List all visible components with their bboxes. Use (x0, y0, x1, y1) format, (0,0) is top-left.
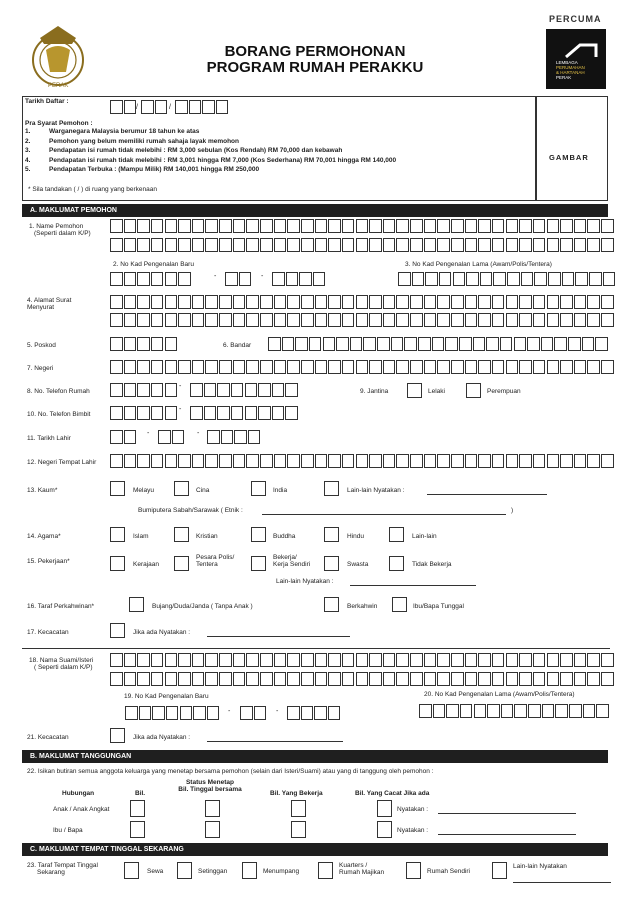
field-16-label: 16. Taraf Perkahwinan* (27, 603, 95, 610)
logo-line-3: & HARTANAH (556, 70, 585, 75)
poskod-boxes[interactable] (110, 337, 178, 351)
negeri-boxes[interactable] (110, 360, 615, 374)
ic-lama-pasangan[interactable] (419, 704, 610, 718)
tarikh-day-boxes[interactable] (110, 100, 137, 114)
field-13-label: 13. Kaum* (27, 487, 58, 494)
ic-lama-boxes[interactable] (398, 272, 616, 286)
crest-label: PERAK (48, 83, 69, 89)
question-23: 23. Taraf Tempat Tinggal Sekarang (27, 862, 98, 877)
anak-tinggal-box[interactable] (205, 800, 220, 817)
cina-label: Cina (196, 487, 210, 494)
islam-checkbox[interactable] (110, 527, 125, 542)
tarikh-year-boxes[interactable] (175, 100, 230, 114)
row-ibubapa: Ibu / Bapa (53, 827, 83, 834)
question-22: 22. Isikan butiran semua anggota keluarga yang menetap bersama pemohon (selain dari Isteri/Suami) atau yang di tanggung oleh pemohon : (27, 768, 434, 775)
tarikh-daftar-label: Tarikh Daftar : (25, 98, 69, 105)
negeri-lahir-boxes[interactable] (110, 454, 615, 468)
ibubapa-cacat-box[interactable] (377, 821, 392, 838)
col-bil: Bil. (135, 790, 146, 797)
perempuan-label: Perempuan (487, 388, 521, 395)
col-status: Status Menetap Bil. Tinggal bersama (178, 779, 242, 794)
menumpang-label: Menumpang (263, 868, 300, 875)
kuarters-label: Kuarters / Rumah Majikan (339, 862, 385, 877)
field-15-label: 15. Pekerjaan* (27, 558, 70, 565)
field-2-label: 2. No Kad Pengenalan Baru (113, 261, 194, 268)
lain-kaum-line[interactable] (427, 494, 547, 495)
ic-pasangan-c[interactable] (287, 706, 342, 720)
lain-pekerjaan-line[interactable] (350, 585, 476, 586)
kecacatan-pasangan-line[interactable] (207, 741, 343, 742)
tidak-bekerja-label: Tidak Bekerja (412, 561, 452, 568)
logo-line-1: LEMBAGA (556, 60, 578, 65)
lain-tinggal-checkbox[interactable] (492, 862, 507, 879)
setinggan-checkbox[interactable] (177, 862, 192, 879)
tel-bimbit-a[interactable] (110, 406, 178, 420)
col-cacat: Bil. Yang Cacat Jika ada (355, 790, 430, 797)
ic-pasangan-b[interactable] (240, 706, 267, 720)
photo-label: GAMBAR (549, 153, 589, 162)
kerajaan-label: Kerajaan (133, 561, 160, 568)
pasangan-dash-2: - (276, 708, 279, 715)
form-title-line1: BORANG PERMOHONAN (224, 43, 406, 60)
bimbit-dash: - (179, 406, 182, 413)
anak-bekerja-box[interactable] (291, 800, 306, 817)
anak-bil-box[interactable] (130, 800, 145, 817)
bekerja-sendiri-checkbox[interactable] (251, 556, 266, 571)
lelaki-label: Lelaki (428, 388, 445, 395)
etnik-close: ) (511, 507, 514, 514)
anak-cacat-box[interactable] (377, 800, 392, 817)
lahir-dash-1: - (147, 430, 150, 437)
field-4-label: 4. Alamat Surat Menyurat (27, 297, 72, 312)
ic-baru-c[interactable] (272, 272, 327, 286)
row-anak: Anak / Anak Angkat (53, 806, 110, 813)
lahir-month[interactable] (158, 430, 185, 444)
field-7-label: 7. Negeri (27, 365, 54, 372)
lelaki-checkbox[interactable] (407, 383, 422, 398)
field-17-label: 17. Kecacatan (27, 629, 69, 636)
col-hubungan: Hubungan (62, 790, 95, 797)
section-divider (22, 648, 610, 649)
ibubapa-tunggal-checkbox[interactable] (392, 597, 407, 612)
nama-pasangan-row2[interactable] (110, 672, 615, 686)
field-10-label: 10. No. Telefon Bimbit (27, 411, 91, 418)
kecacatan-nyatakan-label: Jika ada Nyatakan : (133, 629, 191, 636)
rumah-sendiri-label: Rumah Sendiri (427, 868, 470, 875)
swasta-checkbox[interactable] (324, 556, 339, 571)
sewa-label: Sewa (147, 868, 164, 875)
nama-pemohon-row2[interactable] (110, 238, 615, 252)
buddha-checkbox[interactable] (251, 527, 266, 542)
menumpang-checkbox[interactable] (242, 862, 257, 879)
cina-checkbox[interactable] (174, 481, 189, 496)
ic-dash-1: - (214, 273, 217, 280)
kecacatan-pasangan-checkbox[interactable] (110, 728, 125, 743)
lain-kaum-label: Lain-lain Nyatakan : (347, 487, 405, 494)
alamat-row1[interactable] (110, 295, 615, 309)
field-14-label: 14. Agama* (27, 533, 61, 540)
lain-agama-checkbox[interactable] (389, 527, 404, 542)
ibubapa-tinggal-box[interactable] (205, 821, 220, 838)
hindu-label: Hindu (347, 533, 364, 540)
field-21-label: 21. Kecacatan (27, 734, 69, 741)
logo-line-4: PERAK (556, 75, 572, 80)
percuma-label: PERCUMA (549, 14, 602, 24)
bujang-checkbox[interactable] (129, 597, 144, 612)
bujang-label: Bujang/Duda/Janda ( Tanpa Anak ) (152, 603, 253, 610)
setinggan-label: Setinggan (198, 868, 228, 875)
form-title-line2: PROGRAM RUMAH PERAKKU (206, 59, 424, 76)
pra-syarat-heading: Pra Syarat Pemohon : (25, 120, 93, 127)
kerajaan-checkbox[interactable] (110, 556, 125, 571)
bandar-boxes[interactable] (268, 337, 609, 351)
lain-pekerjaan-label: Lain-lain Nyatakan : (276, 578, 334, 585)
photo-box[interactable] (536, 96, 608, 201)
ibubapa-bekerja-box[interactable] (291, 821, 306, 838)
perempuan-checkbox[interactable] (466, 383, 481, 398)
ic-baru-b[interactable] (225, 272, 252, 286)
field-19-label: 19. No Kad Pengenalan Baru (124, 693, 209, 700)
kristian-label: Kristian (196, 533, 218, 540)
pra-syarat-list: 1. Warganegara Malaysia berumur 18 tahun ke atas 2. Pemohon yang belum memiliki rumah sahaja layak memohon 3. Pendapatan isi rumah tidak melebihi : RM 3,000 sebulan (Kos Rendah) RM 70,000 dan kebawah 4. Pendapatan isi rumah tidak melebihi : RM 3,001 hingga RM 7,000 (Kos Sederhana) RM 70,001 hingga RM 140,000 5. Pendapatan Terbuka : (Mampu Milik) RM 140,001 hingga RM 250,000 (25, 128, 397, 173)
tel-rumah-b[interactable] (190, 383, 299, 397)
kecacatan-checkbox[interactable] (110, 623, 125, 638)
field-6-label: 6. Bandar (223, 342, 252, 349)
kristian-checkbox[interactable] (174, 527, 189, 542)
lahir-dash-2: - (197, 430, 200, 437)
kuarters-checkbox[interactable] (318, 862, 333, 879)
field-5-label: 5. Poskod (27, 342, 56, 349)
section-b-header: B. MAKLUMAT TANGGUNGAN (22, 750, 608, 763)
lain-kaum-checkbox[interactable] (324, 481, 339, 496)
ic-pasangan-a[interactable] (125, 706, 220, 720)
sewa-checkbox[interactable] (124, 862, 139, 879)
tidak-bekerja-checkbox[interactable] (389, 556, 404, 571)
kecacatan-line[interactable] (207, 636, 350, 637)
india-label: India (273, 487, 288, 494)
ibubapa-nyatakan-line[interactable] (438, 834, 576, 835)
tel-bimbit-b[interactable] (190, 406, 299, 420)
field-20-label: 20. No Kad Pengenalan Lama (Awam/Polis/Tentera) (424, 691, 575, 698)
lain-agama-label: Lain-lain (412, 533, 437, 540)
col-bekerja: Bil. Yang Bekerja (270, 790, 323, 797)
field-12-label: 12. Negeri Tempat Lahir (27, 459, 97, 466)
melayu-label: Melayu (133, 487, 154, 494)
ic-dash-2: - (261, 273, 264, 280)
perak-crest (26, 20, 90, 90)
buddha-label: Buddha (273, 533, 296, 540)
swasta-label: Swasta (347, 561, 369, 568)
berkahwin-label: Berkahwin (347, 603, 378, 610)
ibubapa-bil-box[interactable] (130, 821, 145, 838)
pesara-checkbox[interactable] (174, 556, 189, 571)
date-slash-1: / (136, 104, 138, 111)
hindu-checkbox[interactable] (324, 527, 339, 542)
lain-tinggal-line[interactable] (513, 882, 611, 883)
instruction-note: * Sila tandakan ( / ) di ruang yang berkenaan (28, 186, 158, 193)
field-9-label: 9. Jantina (360, 388, 389, 395)
anak-nyatakan-line[interactable] (438, 813, 576, 814)
tel-dash: - (179, 383, 182, 390)
kecacatan-pasangan-nyatakan: Jika ada Nyatakan : (133, 734, 191, 741)
section-a-header: A. MAKLUMAT PEMOHON (22, 204, 608, 217)
nama-pemohon-row1[interactable] (110, 219, 615, 233)
field-18-label: 18. Nama Suami/Isteri ( Seperti dalam K/P) (29, 657, 94, 672)
alamat-row2[interactable] (110, 313, 615, 327)
lahir-year[interactable] (207, 430, 262, 444)
lain-tinggal-label: Lain-lain Nyatakan (513, 863, 567, 870)
bekerja-sendiri-label: Bekerja/ Kerja Sendiri (273, 554, 311, 569)
field-11-label: 11. Tarikh Lahir (27, 435, 71, 442)
section-c-header: C. MAKLUMAT TEMPAT TINGGAL SEKARANG (22, 843, 608, 856)
lahir-day[interactable] (110, 430, 137, 444)
pasangan-dash-1: - (228, 708, 231, 715)
bumiputera-label: Bumiputera Sabah/Sarawak ( Etnik : (138, 507, 243, 514)
melayu-checkbox[interactable] (110, 481, 125, 496)
rumah-sendiri-checkbox[interactable] (406, 862, 421, 879)
date-slash-2: / (169, 104, 171, 111)
ibubapa-nyatakan: Nyatakan : (397, 827, 429, 834)
berkahwin-checkbox[interactable] (324, 597, 339, 612)
pesara-label: Pesara Polis/ Tentera (196, 554, 235, 569)
tarikh-month-boxes[interactable] (141, 100, 168, 114)
ic-baru-a[interactable] (110, 272, 192, 286)
field-1-label: 1. Name Pemohon (Seperti dalam K/P) (29, 223, 91, 238)
nama-pasangan-row1[interactable] (110, 653, 615, 667)
islam-label: Islam (133, 533, 149, 540)
field-8-label: 8. No. Telefon Rumah (27, 388, 90, 395)
tel-rumah-a[interactable] (110, 383, 178, 397)
etnik-line[interactable] (262, 514, 506, 515)
field-3-label: 3. No Kad Pengenalan Lama (Awam/Polis/Tentera) (405, 261, 552, 268)
india-checkbox[interactable] (251, 481, 266, 496)
anak-nyatakan: Nyatakan : (397, 806, 429, 813)
ibubapa-tunggal-label: Ibu/Bapa Tunggal (413, 603, 464, 610)
lphp-logo (546, 29, 606, 89)
logo-line-2: PERUMAHAN (556, 65, 585, 70)
